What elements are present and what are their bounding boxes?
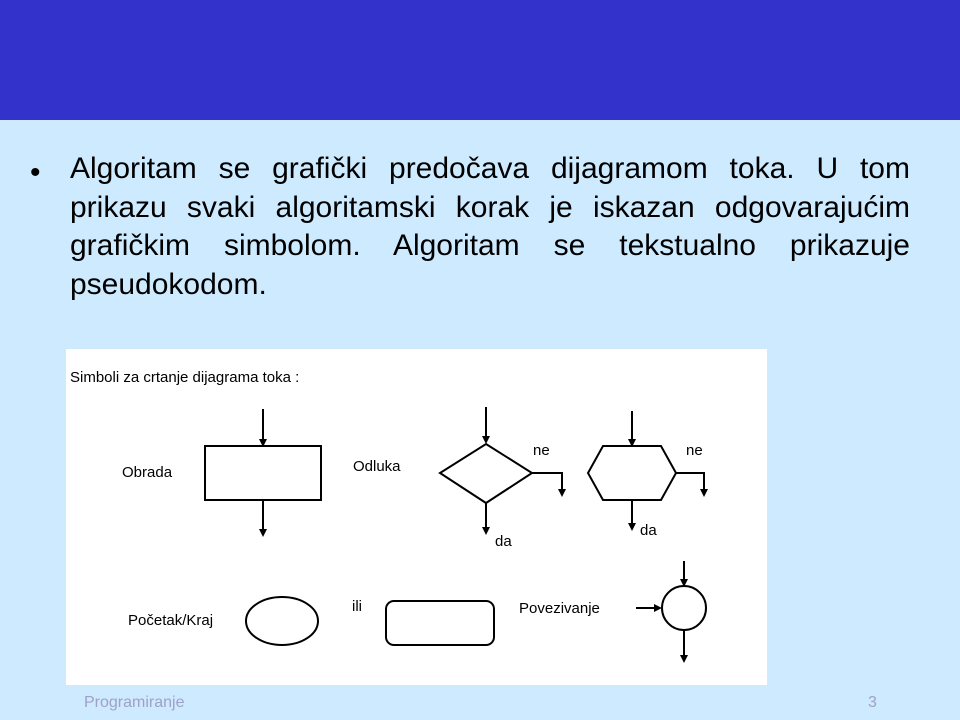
connector-circle [662, 586, 706, 630]
label-ne-2: ne [686, 442, 703, 459]
bullet-text: Algoritam se grafički predočava dijagramom toka. U tom prikazu svaki algoritamski korak je iskazan odgovarajućim grafičkim simbolom. Algoritam se tekstualno prikazuje pseudokodom. [70, 152, 910, 301]
terminator-ellipse [246, 597, 318, 645]
label-da-2: da [640, 522, 657, 539]
header-bar [0, 0, 960, 120]
process-box [205, 446, 321, 500]
hexagon-ne-arrow [676, 473, 704, 495]
label-obrada: Obrada [122, 464, 173, 481]
label-ne-1: ne [533, 442, 550, 459]
bullet-icon: • [30, 156, 41, 189]
label-odluka: Odluka [353, 458, 401, 475]
page-number: 3 [868, 694, 877, 711]
footer-title: Programiranje [84, 694, 185, 711]
hexagon-decision [588, 446, 676, 500]
label-da-1: da [495, 533, 512, 550]
decision-diamond [440, 444, 532, 503]
decision-ne-arrow [532, 473, 562, 495]
flowchart-symbols-svg [66, 349, 767, 685]
flowchart-symbols-figure [66, 349, 767, 685]
diagram-title: Simboli za crtanje dijagrama toka : [70, 369, 300, 386]
terminator-rounded-rect [386, 601, 494, 645]
label-povezivanje: Povezivanje [519, 600, 600, 617]
label-ili: ili [352, 598, 362, 615]
label-pocetak-kraj: Početak/Kraj [128, 612, 214, 629]
